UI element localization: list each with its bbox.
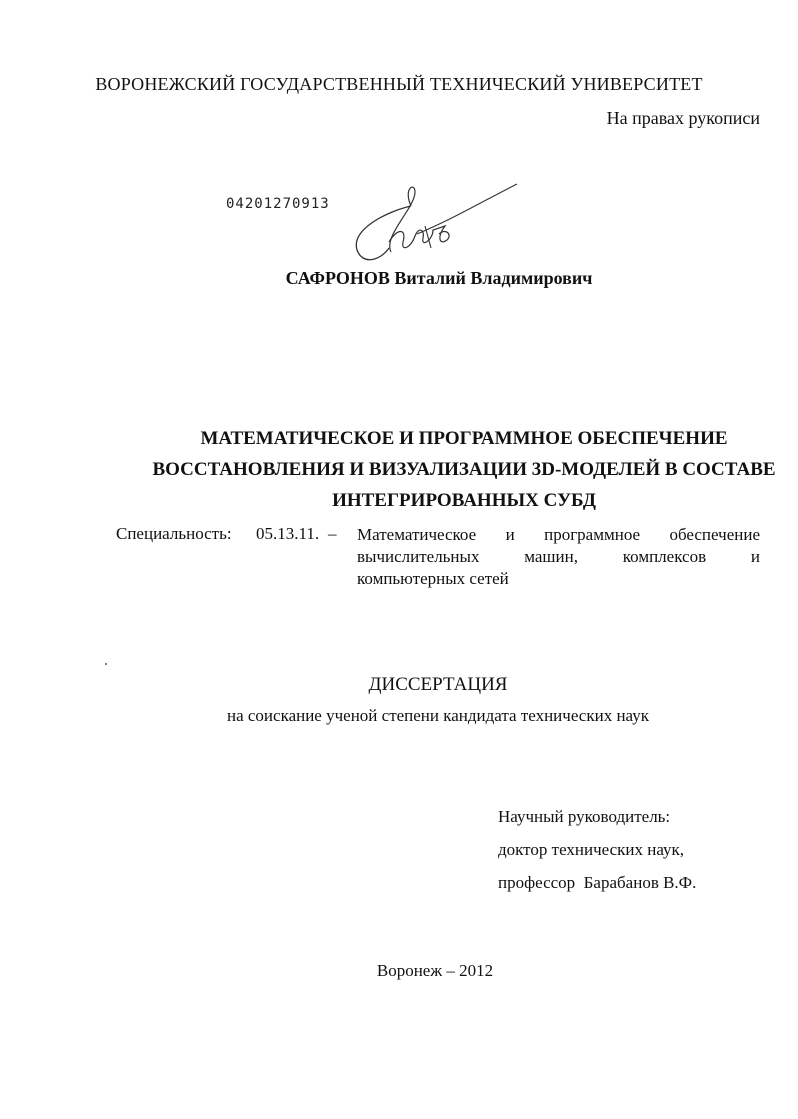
title-line: ВОССТАНОВЛЕНИЯ И ВИЗУАЛИЗАЦИИ 3D-МОДЕЛЕЙ В СОСТАВЕ — [152, 459, 776, 480]
specialty-description — [357, 524, 760, 590]
supervisor-degree: доктор технических наук, — [498, 840, 685, 859]
archive-number: 04201270913 — [226, 196, 330, 212]
manuscript-note: На правах рукописи — [606, 108, 760, 128]
university-name: ВОРОНЕЖСКИЙ ГОСУДАРСТВЕННЫЙ ТЕХНИЧЕСКИЙ УНИВЕРСИТЕТ — [95, 74, 703, 94]
specialty-line: вычислительных машин, комплексов и — [357, 547, 760, 566]
supervisor-name: профессор Барабанов В.Ф. — [498, 873, 697, 892]
handwritten-signature — [345, 178, 525, 273]
degree-sought: на соискание ученой степени кандидата технических наук — [226, 706, 649, 725]
supervisor-block — [498, 800, 696, 899]
author-name: САФРОНОВ Виталий Владимирович — [285, 268, 593, 288]
city-year: Воронеж – 2012 — [376, 961, 494, 980]
title-line: МАТЕМАТИЧЕСКОЕ И ПРОГРАММНОЕ ОБЕСПЕЧЕНИЕ — [200, 428, 728, 449]
specialty-code: 05.13.11. — [256, 524, 320, 543]
work-type: ДИССЕРТАЦИЯ — [368, 674, 508, 695]
dissertation-title — [100, 423, 798, 516]
specialty-line: компьютерных сетей — [357, 569, 509, 588]
specialty-dash: – — [328, 524, 337, 543]
supervisor-label: Научный руководитель: — [498, 807, 671, 826]
scan-speck — [105, 663, 107, 665]
title-line: ИНТЕГРИРОВАННЫХ СУБД — [332, 490, 596, 511]
specialty-label: Специальность: — [116, 524, 232, 543]
specialty-line: Математическое и программное обеспечение — [357, 525, 760, 544]
